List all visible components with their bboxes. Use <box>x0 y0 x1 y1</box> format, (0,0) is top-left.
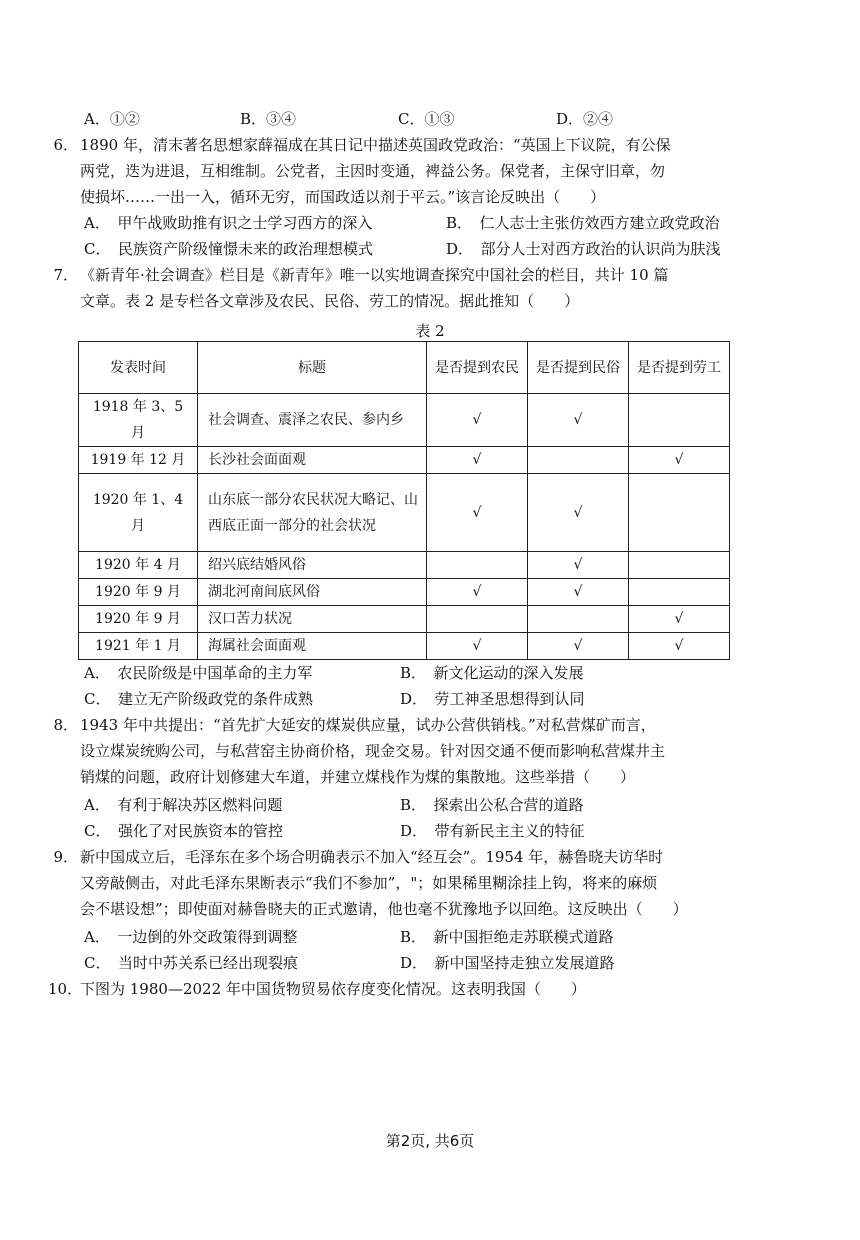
table-cell: 长沙社会面面观 <box>198 447 427 474</box>
q7-option-c: C． 建立无产阶级政党的条件成熟 <box>84 690 313 708</box>
q9-option-d: D． 新中国坚持走独立发展道路 <box>400 954 615 972</box>
table-cell: √ <box>427 474 528 552</box>
q9-stem-line: 新中国成立后，毛泽东在多个场合明确表示不加入“经互会”。1954 年，赫鲁晓夫访华时 <box>80 848 664 866</box>
table-row <box>79 633 730 660</box>
table-cell: 1920 年 1、4 月 <box>79 474 198 552</box>
table-header-row <box>79 342 730 394</box>
q10-number: 10． <box>48 980 83 998</box>
table-cell: 1920 年 4 月 <box>79 552 198 579</box>
table-cell: √ <box>528 552 629 579</box>
q9-stem-line: 会不堪设想”；即使面对赫鲁晓夫的正式邀请，他也毫不犹豫地予以回绝。这反映出（ ） <box>80 900 688 918</box>
table-cell <box>427 552 528 579</box>
q7-option-d: D． 劳工神圣思想得到认同 <box>400 690 585 708</box>
table-cell: 汉口苦力状况 <box>198 606 427 633</box>
q9-stem-line: 又旁敲侧击，对此毛泽东果断表示“我们不参加”，"；如果稀里糊涂挂上钩，将来的麻烦 <box>80 874 658 892</box>
table-cell: √ <box>528 474 629 552</box>
q6-stem-line: 使损坏……一出一入，循环无穷，而国政适以剂于平云。”该言论反映出（ ） <box>80 188 606 206</box>
column-header: 标题 <box>198 342 427 394</box>
q8-stem-line: 设立煤炭统购公司，与私营窑主协商价格，现金交易。针对因交通不便而影响私营煤井主 <box>80 742 666 760</box>
q8-number: 8． <box>53 716 78 734</box>
q10-stem-line: 下图为 1980—2022 年中国货物贸易依存度变化情况。这表明我国（ ） <box>80 980 586 998</box>
table-cell: √ <box>629 447 730 474</box>
table-cell: 社会调查、震泽之农民、参内乡 <box>198 394 427 447</box>
column-header: 是否提到民俗 <box>528 342 629 394</box>
table-cell: √ <box>528 633 629 660</box>
table-cell: √ <box>629 633 730 660</box>
table-row <box>79 474 730 552</box>
q6-stem-line: 两党，迭为进退，互相维制。公党者，主因时变通，裨益公务。保党者，主保守旧章，勿 <box>80 162 666 180</box>
page-footer: 第2页, 共6页 <box>385 1132 475 1150</box>
q7-option-a: A． 农民阶级是中国革命的主力军 <box>84 664 313 682</box>
table-cell: 1918 年 3、5 月 <box>79 394 198 447</box>
table-cell: 1921 年 1 月 <box>79 633 198 660</box>
q9-option-c: C． 当时中苏关系已经出现裂痕 <box>84 954 298 972</box>
table-cell: 山东底一部分农民状况大略记、山西底正面一部分的社会状况 <box>198 474 427 552</box>
q6-stem-line: 1890 年，清末著名思想家薛福成在其日记中描述英国政党政治：“英国上下议院，有公保 <box>80 136 671 154</box>
table-row <box>79 606 730 633</box>
q5-option-b: B．③④ <box>240 110 297 128</box>
table-cell <box>427 606 528 633</box>
q8-option-b: B． 探索出公私合营的道路 <box>400 796 584 814</box>
q5-option-c: C．①③ <box>398 110 455 128</box>
table-cell: √ <box>528 579 629 606</box>
table-cell: √ <box>427 579 528 606</box>
column-header: 发表时间 <box>79 342 198 394</box>
q7-stem-line: 《新青年·社会调查》栏目是《新青年》唯一以实地调查探究中国社会的栏目，共计 10 篇 <box>80 266 669 284</box>
table-cell: √ <box>427 394 528 447</box>
table-cell: 绍兴底结婚风俗 <box>198 552 427 579</box>
table-cell <box>629 474 730 552</box>
table-cell: √ <box>629 606 730 633</box>
column-header: 是否提到农民 <box>427 342 528 394</box>
table-cell <box>629 394 730 447</box>
table-cell <box>629 579 730 606</box>
table-cell <box>528 447 629 474</box>
q5-option-a: A．①② <box>84 110 140 128</box>
q6-option-b: B． 仁人志士主张仿效西方建立政党政治 <box>446 214 720 232</box>
q7-number: 7． <box>53 266 78 284</box>
q8-option-d: D． 带有新民主主义的特征 <box>400 822 585 840</box>
q7-option-b: B． 新文化运动的深入发展 <box>400 664 584 682</box>
table-cell: √ <box>427 447 528 474</box>
q8-stem-line: 销煤的问题，政府计划修建大车道，并建立煤栈作为煤的集散地。这些举措（ ） <box>80 768 636 786</box>
q9-option-a: A． 一边倒的外交政策得到调整 <box>84 928 298 946</box>
table-row <box>79 447 730 474</box>
q5-option-d: D．②④ <box>556 110 614 128</box>
q6-option-c: C． 民族资产阶级憧憬未来的政治理想模式 <box>84 240 373 258</box>
table-cell: 海属社会面面观 <box>198 633 427 660</box>
q6-option-a: A． 甲午战败助推有识之士学习西方的深入 <box>84 214 373 232</box>
q9-number: 9． <box>53 848 78 866</box>
survey-table <box>78 341 730 660</box>
q9-option-b: B． 新中国拒绝走苏联模式道路 <box>400 928 614 946</box>
table-cell: √ <box>427 633 528 660</box>
q8-option-a: A． 有利于解决苏区燃料问题 <box>84 796 283 814</box>
table-cell: 1920 年 9 月 <box>79 579 198 606</box>
q6-option-d: D． 部分人士对西方政治的认识尚为肤浅 <box>446 240 721 258</box>
q8-option-c: C． 强化了对民族资本的管控 <box>84 822 283 840</box>
table-cell: 1919 年 12 月 <box>79 447 198 474</box>
q6-number: 6． <box>53 136 78 154</box>
table-cell: 湖北河南间底风俗 <box>198 579 427 606</box>
table-caption: 表 2 <box>415 322 445 340</box>
q8-stem-line: 1943 年中共提出：“首先扩大延安的煤炭供应量，试办公营供销栈。”对私营煤矿而言， <box>80 716 656 734</box>
table-cell <box>528 606 629 633</box>
q7-stem-line: 文章。表 2 是专栏各文章涉及农民、民俗、劳工的情况。据此推知（ ） <box>80 292 580 310</box>
column-header: 是否提到劳工 <box>629 342 730 394</box>
table-row <box>79 579 730 606</box>
table-cell: √ <box>528 394 629 447</box>
table-cell <box>629 552 730 579</box>
table-row <box>79 552 730 579</box>
table-row <box>79 394 730 447</box>
table-cell: 1920 年 9 月 <box>79 606 198 633</box>
